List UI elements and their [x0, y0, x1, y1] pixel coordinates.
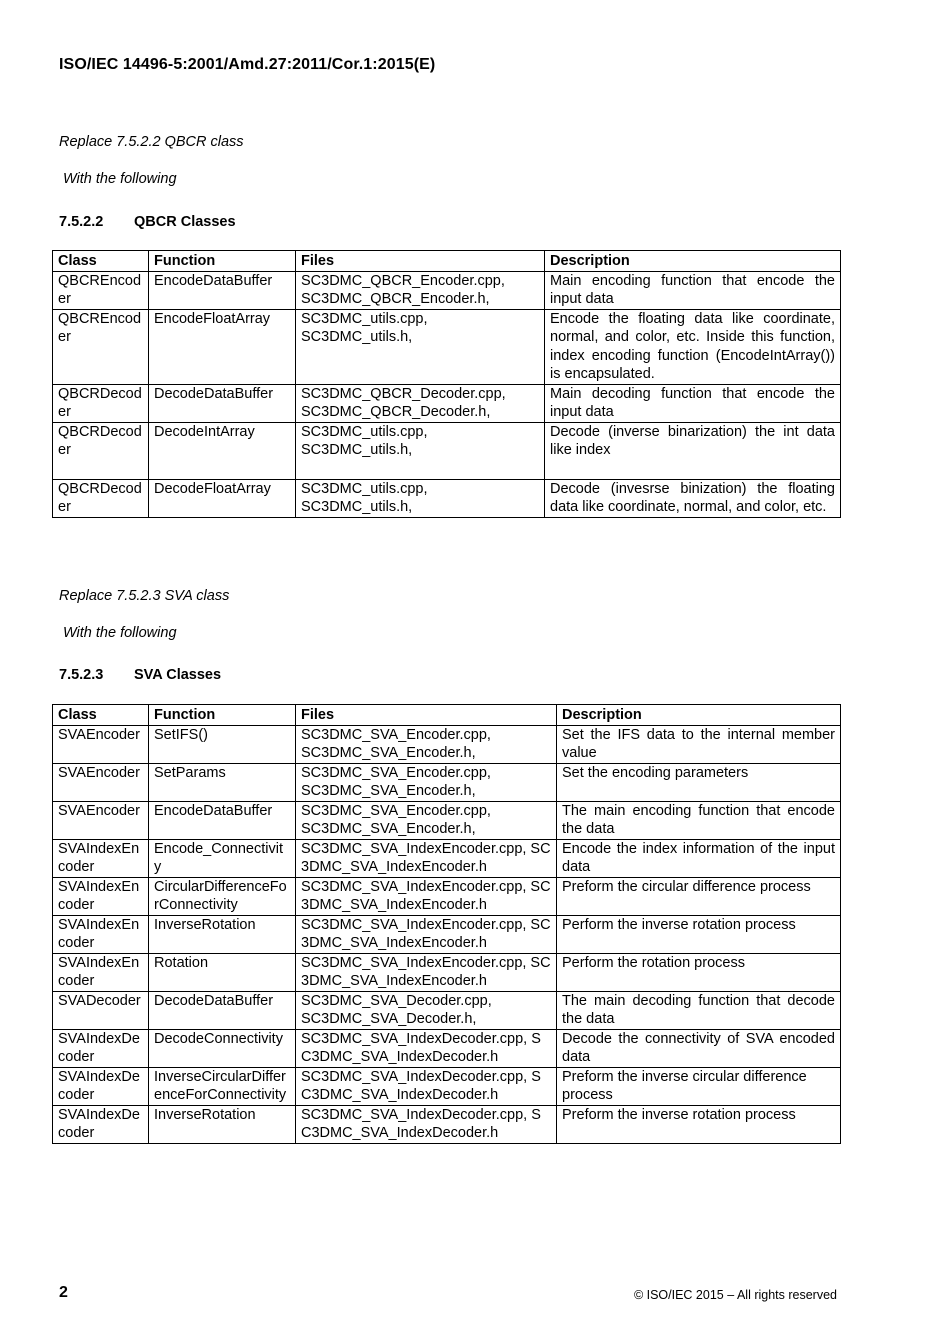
files-cell: SC3DMC_QBCR_Encoder.cpp, SC3DMC_QBCR_Encoder.h, — [296, 271, 545, 309]
column-header-class: Class — [53, 251, 149, 272]
class-cell: QBCRDecoder — [53, 479, 149, 517]
files-cell: SC3DMC_QBCR_Decoder.cpp, SC3DMC_QBCR_Decoder.h, — [296, 384, 545, 422]
function-cell: InverseRotation — [149, 915, 296, 953]
document-header-title: ISO/IEC 14496-5:2001/Amd.27:2011/Cor.1:2015(E) — [59, 56, 436, 73]
files-cell: SC3DMC_SVA_Encoder.cpp, SC3DMC_SVA_Encoder.h, — [296, 725, 557, 763]
table-row — [53, 1029, 841, 1067]
class-cell: SVAIndexDecoder — [53, 1105, 149, 1143]
function-cell: SetIFS() — [149, 725, 296, 763]
table-row — [53, 915, 841, 953]
description-cell: Set the encoding parameters — [557, 763, 841, 801]
class-cell: QBCREncoder — [53, 309, 149, 384]
class-cell: QBCRDecoder — [53, 384, 149, 422]
column-header-function: Function — [149, 251, 296, 272]
description-cell: Decode (inverse binarization) the int data like index — [545, 422, 841, 479]
function-cell: DecodeIntArray — [149, 422, 296, 479]
function-cell: EncodeFloatArray — [149, 309, 296, 384]
files-cell: SC3DMC_SVA_Decoder.cpp, SC3DMC_SVA_Decoder.h, — [296, 991, 557, 1029]
sva-section-title: SVA Classes — [134, 667, 222, 683]
sva-section-number: 7.5.2.3 — [59, 667, 104, 683]
files-cell: SC3DMC_SVA_IndexEncoder.cpp, SC3DMC_SVA_IndexEncoder.h — [296, 953, 557, 991]
table-header-row — [53, 705, 841, 726]
table-row — [53, 1067, 841, 1105]
column-header-files: Files — [296, 251, 545, 272]
table-row — [53, 725, 841, 763]
table-row — [53, 801, 841, 839]
table-row — [53, 953, 841, 991]
description-cell: Decode (invesrse binization) the floating data like coordinate, normal, and color, etc. — [545, 479, 841, 517]
copyright-notice: © ISO/IEC 2015 – All rights reserved — [633, 1288, 837, 1302]
class-cell: SVAEncoder — [53, 725, 149, 763]
column-header-description: Description — [557, 705, 841, 726]
column-header-description: Description — [545, 251, 841, 272]
page-number: 2 — [59, 1284, 68, 1301]
table-row — [53, 839, 841, 877]
function-cell: SetParams — [149, 763, 296, 801]
function-cell: DecodeDataBuffer — [149, 991, 296, 1029]
class-cell: QBCRDecoder — [53, 422, 149, 479]
files-cell: SC3DMC_SVA_IndexDecoder.cpp, SC3DMC_SVA_IndexDecoder.h — [296, 1105, 557, 1143]
function-cell: InverseCircularDifferenceForConnectivity — [149, 1067, 296, 1105]
description-cell: Set the IFS data to the internal member value — [557, 725, 841, 763]
description-cell: Main decoding function that encode the input data — [545, 384, 841, 422]
table-row — [53, 877, 841, 915]
table-row — [53, 422, 841, 479]
table-row — [53, 384, 841, 422]
function-cell: DecodeDataBuffer — [149, 384, 296, 422]
description-cell: Preform the circular difference process — [557, 877, 841, 915]
files-cell: SC3DMC_SVA_IndexEncoder.cpp, SC3DMC_SVA_IndexEncoder.h — [296, 915, 557, 953]
description-cell: The main encoding function that encode the data — [557, 801, 841, 839]
class-cell: SVAIndexDecoder — [53, 1029, 149, 1067]
files-cell: SC3DMC_SVA_IndexEncoder.cpp, SC3DMC_SVA_IndexEncoder.h — [296, 839, 557, 877]
files-cell: SC3DMC_utils.cpp, SC3DMC_utils.h, — [296, 479, 545, 517]
table-row — [53, 991, 841, 1029]
function-cell: Encode_Connectivity — [149, 839, 296, 877]
description-cell: Perform the inverse rotation process — [557, 915, 841, 953]
files-cell: SC3DMC_SVA_Encoder.cpp, SC3DMC_SVA_Encoder.h, — [296, 763, 557, 801]
table-row — [53, 309, 841, 384]
files-cell: SC3DMC_SVA_IndexDecoder.cpp, SC3DMC_SVA_IndexDecoder.h — [296, 1067, 557, 1105]
description-cell: The main decoding function that decode the data — [557, 991, 841, 1029]
sva-classes-table — [52, 704, 841, 1144]
qbcr-classes-table — [52, 250, 841, 518]
description-cell: Encode the index information of the input data — [557, 839, 841, 877]
class-cell: SVAEncoder — [53, 801, 149, 839]
description-cell: Preform the inverse rotation process — [557, 1105, 841, 1143]
class-cell: SVAIndexEncoder — [53, 915, 149, 953]
function-cell: Rotation — [149, 953, 296, 991]
qbcr-section-heading — [59, 214, 236, 230]
qbcr-section-number: 7.5.2.2 — [59, 214, 104, 230]
class-cell: SVAIndexEncoder — [53, 839, 149, 877]
class-cell: QBCREncoder — [53, 271, 149, 309]
qbcr-with-instruction: With the following — [63, 171, 177, 187]
table-row — [53, 479, 841, 517]
function-cell: EncodeDataBuffer — [149, 801, 296, 839]
column-header-files: Files — [296, 705, 557, 726]
column-header-class: Class — [53, 705, 149, 726]
description-cell: Encode the floating data like coordinate, normal, and color, etc. Inside this function, index encoding function (EncodeIntArray()) is encapsulated. — [545, 309, 841, 384]
function-cell: CircularDifferenceForConnectivity — [149, 877, 296, 915]
function-cell: EncodeDataBuffer — [149, 271, 296, 309]
description-cell: Main encoding function that encode the input data — [545, 271, 841, 309]
files-cell: SC3DMC_SVA_IndexEncoder.cpp, SC3DMC_SVA_IndexEncoder.h — [296, 877, 557, 915]
description-cell: Decode the connectivity of SVA encoded data — [557, 1029, 841, 1067]
description-cell: Preform the inverse circular difference process — [557, 1067, 841, 1105]
class-cell: SVAIndexEncoder — [53, 877, 149, 915]
table-row — [53, 271, 841, 309]
class-cell: SVADecoder — [53, 991, 149, 1029]
sva-with-instruction: With the following — [63, 625, 177, 641]
qbcr-section-title: QBCR Classes — [134, 214, 236, 230]
description-cell: Perform the rotation process — [557, 953, 841, 991]
files-cell: SC3DMC_SVA_IndexDecoder.cpp, SC3DMC_SVA_IndexDecoder.h — [296, 1029, 557, 1067]
files-cell: SC3DMC_utils.cpp, SC3DMC_utils.h, — [296, 422, 545, 479]
qbcr-replace-instruction: Replace 7.5.2.2 QBCR class — [59, 134, 244, 150]
column-header-function: Function — [149, 705, 296, 726]
sva-section-heading — [59, 667, 221, 683]
function-cell: InverseRotation — [149, 1105, 296, 1143]
class-cell: SVAIndexDecoder — [53, 1067, 149, 1105]
function-cell: DecodeConnectivity — [149, 1029, 296, 1067]
class-cell: SVAIndexEncoder — [53, 953, 149, 991]
files-cell: SC3DMC_SVA_Encoder.cpp, SC3DMC_SVA_Encoder.h, — [296, 801, 557, 839]
table-header-row — [53, 251, 841, 272]
files-cell: SC3DMC_utils.cpp, SC3DMC_utils.h, — [296, 309, 545, 384]
table-row — [53, 1105, 841, 1143]
sva-replace-instruction: Replace 7.5.2.3 SVA class — [59, 588, 230, 604]
table-row — [53, 763, 841, 801]
class-cell: SVAEncoder — [53, 763, 149, 801]
function-cell: DecodeFloatArray — [149, 479, 296, 517]
